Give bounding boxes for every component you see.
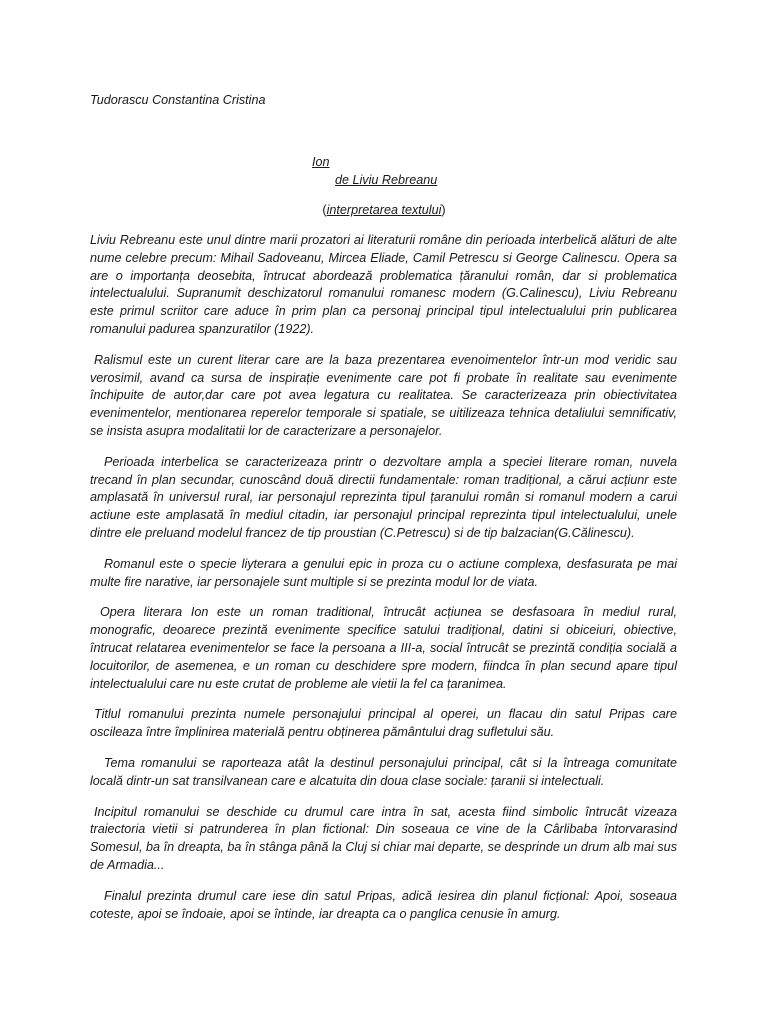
interpretation-heading-text: interpretarea textului (326, 203, 442, 217)
paragraph-traditional-novel: Opera literara Ion este un roman traditional, întrucât acțiunea se desfasoara în mediul rural, monografic, deoarece prezintă evenimente specifice satului tradițional, datini si obiceiuri, obiective, întrucat relatarea evenimentelor se face la persoana a III-a, social întrucât se prezintă condiția socială a locuitorilor, de asemenea, e un roman cu deschidere spre modern, fiindca în plan secund apare tipul intelectualului care nu este crutat de probleme ale vietii la fel ca țaranimea. (90, 605, 677, 691)
document-title: Ion (312, 155, 330, 169)
paragraph-novel-definition: Romanul este o specie liyterara a genului epic in proza cu o actiune complexa, desfasurata pe mai multe fire narative, iar personajele sunt multiple si se prezinta modul lor de viata. (90, 556, 677, 589)
author-name: Tudorascu Constantina Cristina (90, 93, 266, 107)
paragraph-realism: Ralismul este un curent literar care are la baza prezentarea evenoimentelor într-un mod veridic sau verosimil, avand ca sursa de inspirație evenimente care pot fi probate în realitate sau evenimente închipuite de autor,dar care pot avea legatura cu realitatea. Se caracterizeaza prin obiectivitatea evenimentelor, mentionarea reperelor temporale si spatiale, se uitilizeaza tehnica detaliului semnificativ, se insista asupra modalitatii lor de caracterizare a personajelor. (90, 352, 677, 438)
interpretation-open-paren: ( (322, 203, 327, 217)
paragraph-interwar-period: Perioada interbelica se caracterizeaza printr o dezvoltare ampla a speciei literare roman, nuvela trecand în plan secundar, cunoscând două directii fundamentale: roman tradițional, a cărui acțiunr este amplasată în universul rural, iar personajul reprezinta tipul țaranului român si romanul modern a carui actiune este amplasată în mediul citadin, iar personajul principal reprezinta tipul intelectualului, unele dintre ele preluand modelul francez de tip proustian (C.Petrescu) si de tip balzacian(G.Călinescu). (90, 454, 677, 540)
interpretation-close-paren: ) (441, 203, 446, 217)
paragraph-intro: Liviu Rebreanu este unul dintre marii prozatori ai literaturii române din perioada interbelică alături de alte nume celebre precum: Mihail Sadoveanu, Mircea Eliade, Camil Petrescu si George Calinescu. Opera sa are o importanța deosebita, întrucat abordează problematica țăranului român, dar si problematica intelectualului. Supranumit deschizatorul romanului romanesc modern (G.Calinescu), Liviu Rebreanu este primul scriitor care aduce în prim plan ca personaj principal tipul intelectualului prin publicarea romanului padurea spanzuratilor (1922). (90, 233, 677, 336)
document-body (90, 232, 677, 936)
interpretation-heading (0, 202, 768, 220)
paragraph-incipit: Incipitul romanului se deschide cu drumul care intra în sat, acesta fiind simbolic întrucât vizeaza traiectoria vietii si patrunderea în plan fictional: Din soseaua ce vine de la Cârlibaba întorvarasind Somesul, ba în dreapta, ba în stânga până la Cluj si chiar mai departe, se desprinde un drum alb mai sus de Armadia... (90, 804, 677, 872)
document-subtitle: de Liviu Rebreanu (335, 173, 438, 187)
paragraph-theme: Tema romanului se raporteaza atât la destinul personajului principal, cât si la întreaga comunitate locală dintr-un sat transilvanean care e alcatuita din doua clase sociale: țaranii si intelectuali. (90, 755, 677, 788)
paragraph-title-meaning: Titlul romanului prezinta numele personajului principal al operei, un flacau din satul Pripas care oscileaza între împlinirea materială pentru obținerea pământului drag sufletului său. (90, 707, 677, 740)
paragraph-ending: Finalul prezinta drumul care iese din satul Pripas, adică iesirea din planul ficțional: Apoi, soseaua coteste, apoi se îndoaie, apoi se întinde, iar dreapta ca o panglica cenusie în amurg. (90, 888, 677, 921)
